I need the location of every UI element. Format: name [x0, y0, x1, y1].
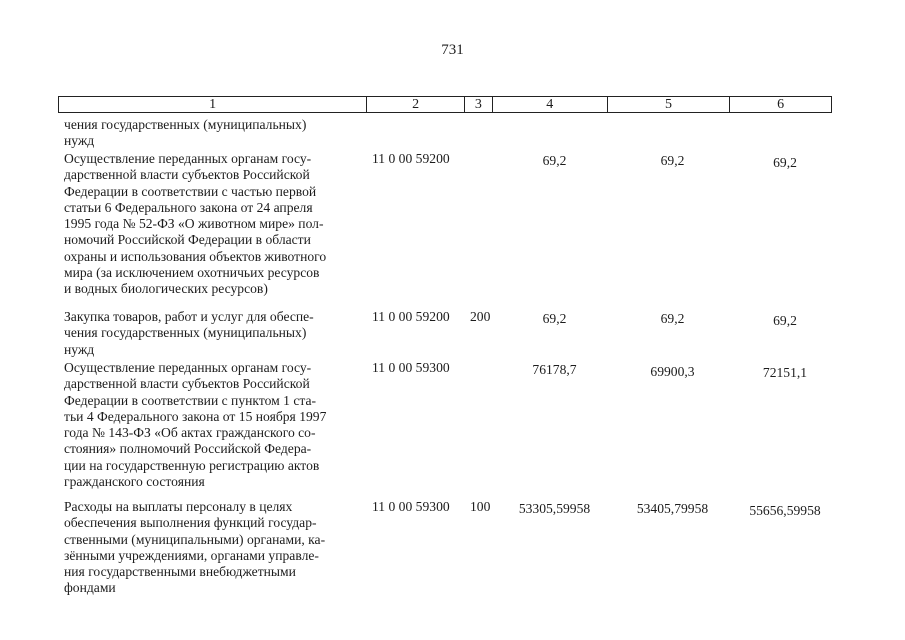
description-line: номочий Российской Федерации в области: [64, 232, 311, 248]
row-expense-type: 200: [470, 309, 491, 324]
row-value-col4: 69,2: [542, 153, 567, 168]
header-col-4: 4: [493, 97, 608, 112]
row-description: [64, 151, 361, 298]
header-col-3: 3: [465, 97, 493, 112]
description-line: стояния» полномочий Российской Федера-: [64, 441, 312, 457]
description-line: нужд: [64, 133, 95, 149]
row-expense-type: 100: [470, 499, 491, 514]
row-code: 11 0 00 59200: [372, 309, 450, 324]
row-description: [64, 499, 361, 597]
description-line: Осуществление переданных органам госу-: [64, 360, 312, 375]
row-value-col4: 53305,59958: [518, 501, 591, 516]
description-line: ции на государственную регистрацию актов: [64, 457, 320, 473]
description-line: охраны и использования объектов животного: [64, 248, 327, 264]
row-value-col5: 69,2: [660, 311, 685, 326]
description-line: зёнными учреждениями, органами управле-: [64, 547, 319, 563]
description-line: чения государственных (муниципальных): [64, 325, 307, 341]
description-line: ственными (муниципальными) органами, ка-: [64, 531, 326, 547]
row-code: 11 0 00 59200: [372, 151, 450, 166]
description-line: статьи 6 Федерального закона от 24 апреля: [64, 199, 313, 215]
description-line: Осуществление переданных органам госу-: [64, 151, 312, 166]
header-col-6: 6: [777, 97, 785, 112]
row-value-col6: 69,2: [773, 313, 797, 328]
header-col-1: 1: [59, 97, 367, 112]
row-value-col5: 69900,3: [650, 364, 695, 379]
row-value-col6: 69,2: [773, 155, 797, 170]
row-description: [64, 360, 361, 490]
description-line: ния государственными внебюджетными: [64, 564, 296, 580]
description-line: дарственной власти субъектов Российской: [64, 376, 310, 392]
row-value-col4: 76178,7: [532, 362, 577, 377]
description-line: Расходы на выплаты персоналу в целях: [64, 499, 293, 514]
description-line: нужд: [64, 341, 95, 357]
row-value-col4: 69,2: [542, 311, 567, 326]
description-line: Федерации в соответствии с пунктом 1 ста-: [64, 392, 317, 408]
row-code: 11 0 00 59300: [372, 499, 450, 514]
description-line: фондами: [64, 580, 116, 596]
row-value-col5: 53405,79958: [636, 501, 709, 516]
description-line: 1995 года № 52-ФЗ «О животном мире» пол-: [64, 216, 324, 232]
description-line: Федерации в соответствии с частью первой: [64, 183, 317, 199]
row-code: 11 0 00 59300: [372, 360, 450, 375]
row-value-col6: 55656,59958: [749, 503, 821, 518]
description-line: года № 143-ФЗ «Об актах гражданского со-: [64, 425, 316, 441]
row-description: [64, 309, 361, 358]
description-line: дарственной власти субъектов Российской: [64, 167, 310, 183]
row-value-col5: 69,2: [660, 153, 685, 168]
row-value-col6: 72151,1: [762, 365, 808, 380]
page-number: 731: [441, 42, 464, 58]
description-line: тьи 4 Федерального закона от 15 ноября 1997: [64, 408, 327, 424]
description-line: Закупка товаров, работ и услуг для обеспе-: [64, 309, 314, 324]
header-col-2: 2: [367, 97, 465, 112]
row-description: [64, 117, 361, 150]
table-header: [58, 96, 832, 113]
description-line: и водных биологических ресурсов): [64, 281, 268, 297]
description-line: мира (за исключением охотничьих ресурсов: [64, 265, 320, 281]
header-col-5: 5: [608, 97, 731, 112]
description-line: чения государственных (муниципальных): [64, 117, 307, 132]
description-line: гражданского состояния: [64, 474, 205, 490]
description-line: обеспечения выполнения функций государ-: [64, 515, 317, 531]
